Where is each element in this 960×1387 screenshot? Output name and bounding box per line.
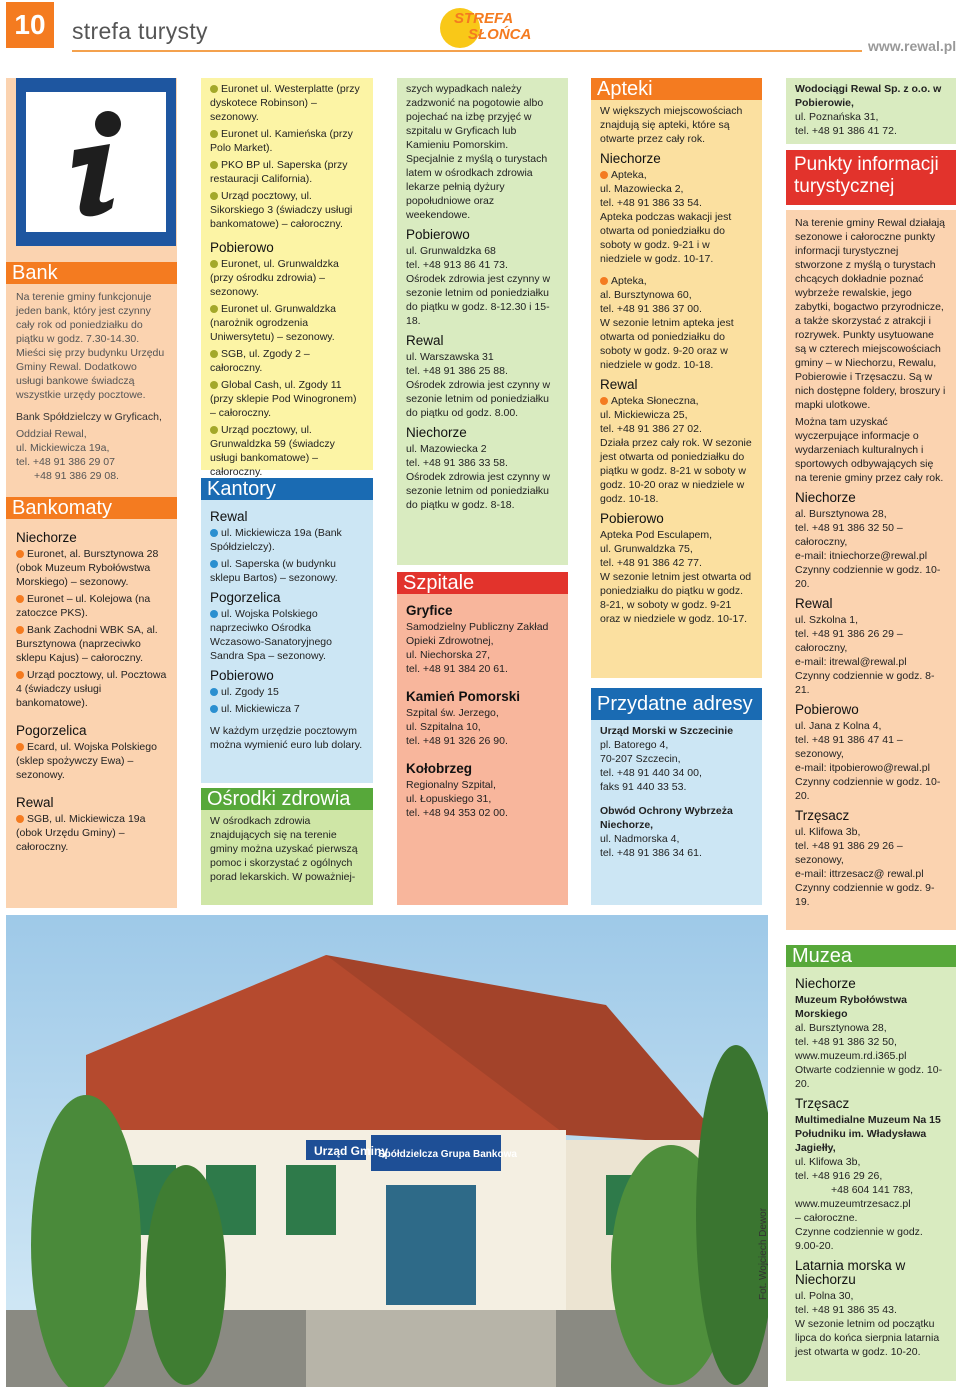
- list-item: Bank Zachodni WBK SA, al. Bursztynowa (naprzeciwko sklepu Kajus) – całoroczny.: [16, 624, 158, 664]
- bullet-icon: [16, 595, 24, 603]
- kantory-pogorzelica-heading: Pogorzelica: [210, 590, 281, 605]
- pi-intro-2: Można tam uzyskać wyczerpujące informacje o wydarzeniach kulturalnych i sportowych odbywających się na terenie gminy przez cały rok.: [795, 416, 944, 484]
- bullet-icon: [16, 550, 24, 558]
- list-item: Euronet ul. Grunwaldzka (narożnik ogrodzenia Uniwersytetu) – sezonowy.: [210, 303, 336, 343]
- header-divider: [72, 50, 862, 52]
- sign-urzad-gminy: Urząd Gminy: [314, 1144, 389, 1158]
- line: al. Bursztynowa 28,: [795, 1022, 887, 1034]
- building-illustration: [6, 915, 768, 1387]
- line[interactable]: www.muzeum.rd.i365.pl: [795, 1050, 907, 1062]
- line[interactable]: e-mail: itrewal@rewal.pl: [795, 656, 907, 668]
- bullet-icon: [210, 688, 218, 696]
- column-bankomaty-cont: [201, 78, 373, 478]
- bullet-icon: [210, 705, 218, 713]
- bank-intro: Na terenie gminy funkcjonuje jeden bank, który jest czynny cały rok od poniedziałku do piątku w godz. 7.30-14.30. Mieści się przy budynku Urzędu Gminy Rewal. Dodatkowo usługi bankowe świadczą wszystkie urzędy pocztowe.: [16, 291, 165, 401]
- line: ul. Mazowiecka 2,: [600, 183, 684, 195]
- line: Ośrodek zdrowia jest czynny w sezonie letnim od poniedziałku do piątku w godz. 8-12.30 i 15-18.: [406, 273, 551, 327]
- line: al. Bursztynowa 60,: [600, 289, 692, 301]
- line: tel. +48 91 386 42 77.: [600, 557, 702, 569]
- list-item: ul. Zgody 15: [210, 685, 364, 699]
- line: tel. +48 91 386 33 58.: [406, 457, 508, 469]
- line: tel. +48 91 386 33 54.: [600, 197, 702, 209]
- line: tel. +48 91 440 34 00,: [600, 767, 702, 779]
- m2-name: Multimedialne Muzeum Na 15 Południku im. Władysława Jagiełły,: [795, 1114, 941, 1154]
- bank-name: Bank Spółdzielczy w Gryficach,: [16, 411, 162, 423]
- line: tel. +48 91 384 20 61.: [406, 663, 508, 675]
- pobierowo-heading: Pobierowo: [210, 240, 274, 255]
- pogorzelica-heading: Pogorzelica: [16, 723, 87, 738]
- m1-heading: Niechorze: [795, 976, 856, 991]
- bullet-icon: [210, 130, 218, 138]
- line: tel. +48 91 386 27 02.: [600, 423, 702, 435]
- column-apteki: [591, 78, 762, 678]
- apteki-intro: W większych miejscowościach znajdują się apteki, które są otwarte przez cały rok.: [600, 105, 743, 145]
- pi-heading: Trzęsacz: [795, 808, 850, 823]
- list-item: SGB, ul. Zgody 2 – całoroczny.: [210, 348, 310, 374]
- line: tel. +48 91 386 47 41 – sezonowy,: [795, 734, 903, 760]
- line: tel. +48 913 86 41 73.: [406, 259, 508, 271]
- line: tel. +48 91 386 26 29 – całoroczny,: [795, 628, 903, 654]
- site-url[interactable]: www.rewal.pl: [868, 38, 957, 54]
- bullet-icon: [210, 381, 218, 389]
- section-title: strefa turysty: [72, 18, 208, 44]
- line: tel. +48 91 386 32 50 – całoroczny,: [795, 522, 903, 548]
- apteki-niechorze-heading: Niechorze: [600, 151, 661, 166]
- kantory-title: Kantory: [201, 478, 373, 500]
- list-item: ul. Wojska Polskiego naprzeciwko Ośrodka Wczasowo-Sanatoryjnego Sandra Spa – sezonowy.: [210, 608, 332, 662]
- line: +48 604 141 783,: [831, 1184, 914, 1196]
- list-item: ul. Mickiewicza 7: [210, 702, 364, 716]
- column-szpitale: [397, 572, 568, 905]
- page-number: 10: [6, 2, 54, 48]
- apteki-title: Apteki: [591, 78, 762, 100]
- bullet-icon: [210, 529, 218, 537]
- m3-heading: Latarnia morska w Niechorzu: [795, 1258, 906, 1287]
- line: Czynny codziennie w godz. 10-20.: [795, 564, 941, 590]
- bullet-icon: [16, 626, 24, 634]
- obwod-name: Obwód Ochrony Wybrzeża Niechorze,: [600, 805, 733, 831]
- line: ul. Warszawska 31: [406, 351, 494, 363]
- list-item: Global Cash, ul. Zgody 11 (przy sklepie Pod Winogronem) – całoroczny.: [210, 379, 357, 419]
- line: tel. +48 91 386 25 88.: [406, 365, 508, 377]
- bullet-icon: [210, 426, 218, 434]
- line: tel. +48 91 326 26 90.: [406, 735, 508, 747]
- list-item: Apteka,: [600, 274, 753, 288]
- bank-branch: Oddział Rewal,: [16, 428, 87, 440]
- line: tel. +48 91 386 35 43.: [795, 1304, 897, 1316]
- gryfice-heading: Gryfice: [406, 603, 453, 618]
- kantory-note: W każdym urzędzie pocztowym można wymienić euro lub dolary.: [210, 725, 363, 751]
- bank-title: Bank: [6, 262, 177, 284]
- szpitale-title: Szpitale: [397, 572, 568, 594]
- line: ul. Jana z Kolna 4,: [795, 720, 882, 732]
- line: Apteka podczas wakacji jest otwarta od poniedziałku do soboty w godz. 9-21 i w niedziele w godz. 10-17.: [600, 211, 732, 265]
- oz-rewal-heading: Rewal: [406, 333, 444, 348]
- bullet-icon: [16, 743, 24, 751]
- line: ul. Polna 30,: [795, 1290, 854, 1302]
- photo-credit: Fot. Wojciech Dewor: [758, 1207, 769, 1300]
- list-item: Euronet ul. Kamieńska (przy Polo Market).: [210, 128, 353, 154]
- kantory-rewal-heading: Rewal: [210, 509, 248, 524]
- kamien-heading: Kamień Pomorski: [406, 689, 521, 704]
- pi-heading: Pobierowo: [795, 702, 859, 717]
- list-item: PKO BP ul. Saperska (przy restauracji California).: [210, 159, 348, 185]
- line: tel. +48 91 386 41 72.: [795, 125, 897, 137]
- bullet-icon: [210, 161, 218, 169]
- logo-text-1: STREFA: [454, 10, 514, 27]
- line: tel. +48 916 29 26,: [795, 1170, 883, 1182]
- line: Szpital św. Jerzego,: [406, 707, 499, 719]
- line: Działa przez cały rok. W sezonie jest otwarta od poniedziałku do piątku w godz. 8-21 w soboty w godz. 10-20 oraz w niedziele w godz. 10-18.: [600, 437, 752, 505]
- line: ul. Mickiewicza 25,: [600, 409, 688, 421]
- line: ul. Poznańska 31,: [795, 111, 879, 123]
- column-przydatne: [591, 688, 762, 905]
- line: Czynny codziennie w godz. 10-20.: [795, 776, 941, 802]
- list-item: Ecard, ul. Wojska Polskiego (sklep spożywczy Ewa) – sezonowy.: [16, 741, 157, 781]
- column-muzea: [786, 945, 956, 1381]
- column-punkty-info: [786, 210, 956, 930]
- line: ul. Grunwaldzka 75,: [600, 543, 693, 555]
- line: ul. Łopuskiego 31,: [406, 793, 492, 805]
- osrodki-text: W ośrodkach zdrowia znajdujących się na terenie gminy można uzyskać pierwszą pomoc i skorzystać z ogólnych porad lekarskich. W poważniej-: [210, 815, 358, 883]
- apteki-pobierowo-heading: Pobierowo: [600, 511, 664, 526]
- line[interactable]: e-mail: ittrzesacz@ rewal.pl: [795, 868, 924, 880]
- line: Regionalny Szpital,: [406, 779, 496, 791]
- apteki-rewal-heading: Rewal: [600, 377, 638, 392]
- bullet-icon: [16, 671, 24, 679]
- bullet-icon: [210, 192, 218, 200]
- line: Apteka Pod Esculapem,: [600, 529, 713, 541]
- line: W sezonie letnim od początku lipca do końca sierpnia latarnia jest otwarta w godz. 10-20.: [795, 1318, 940, 1358]
- bullet-icon: [210, 350, 218, 358]
- list-item: Euronet, al. Bursztynowa 28 (obok Muzeum Rybołówstwa Morskiego) – sezonowy.: [16, 548, 159, 588]
- line: Ośrodek zdrowia jest czynny w sezonie letnim od poniedziałku do piątku w godz. 8-18.: [406, 471, 551, 511]
- line: pl. Batorego 4,: [600, 739, 669, 751]
- muzea-title: Muzea: [786, 945, 956, 967]
- line: al. Bursztynowa 28,: [795, 508, 887, 520]
- bullet-icon: [16, 815, 24, 823]
- line: Czynne codziennie w godz. 9.00-20.: [795, 1226, 923, 1252]
- niechorze-heading: Niechorze: [16, 530, 77, 545]
- bullet-icon: [210, 85, 218, 93]
- kantory-pobierowo-heading: Pobierowo: [210, 668, 274, 683]
- line: 70-207 Szczecin,: [600, 753, 681, 765]
- bullet-icon: [600, 171, 608, 179]
- list-item: Apteka,: [600, 168, 753, 182]
- bank-address: ul. Mickiewicza 19a,: [16, 442, 110, 454]
- list-item: Urząd pocztowy, ul. Grunwaldzka 59 (świadczy usługi bankomatowe) – całoroczny.: [210, 424, 335, 478]
- list-item: ul. Mickiewicza 19a (Bank Spółdzielczy).: [210, 527, 342, 553]
- wodociagi-name: Wodociągi Rewal Sp. z o.o. w Pobierowie,: [795, 83, 942, 109]
- line[interactable]: e-mail: itniechorze@rewal.pl: [795, 550, 928, 562]
- photo-urzad-gminy: [6, 915, 768, 1387]
- column-wodociagi: [786, 78, 956, 144]
- line: ul. Szkolna 1,: [795, 614, 859, 626]
- list-item: Euronet ul. Westerplatte (przy dyskotece Robinson) – sezonowy.: [210, 83, 360, 123]
- line: ul. Szpitalna 10,: [406, 721, 481, 733]
- list-item: SGB, ul. Mickiewicza 19a (obok Urzędu Gminy) – całoroczny.: [16, 813, 146, 853]
- line: Czynny codziennie w godz. 9-19.: [795, 882, 935, 908]
- column-osrodki: [201, 788, 373, 905]
- bullet-icon: [210, 260, 218, 268]
- info-icon: [16, 78, 176, 246]
- bank-tel-1: tel. +48 91 386 29 07: [16, 456, 115, 468]
- line: – całoroczne.: [795, 1212, 858, 1224]
- kolobrzeg-heading: Kołobrzeg: [406, 761, 472, 776]
- bank-tel-2: +48 91 386 29 08.: [34, 470, 119, 482]
- line: ul. Mazowiecka 2: [406, 443, 487, 455]
- bullet-icon: [600, 277, 608, 285]
- list-item: Apteka Słoneczna,: [600, 394, 753, 408]
- line: Ośrodek zdrowia jest czynny w sezonie letnim od poniedziałku do piątku od godz. 8.00.: [406, 379, 551, 419]
- bullet-icon: [210, 305, 218, 313]
- osrodki-cont: szych wypadkach należy zadzwonić na pogotowie albo pojechać na izbę przyjęć w szpitalu w Gryficach lub Kamieniu Pomorskim. Specjalnie z myślą o turystach latem w ośrodkach zdrowia lekarze pełnią dyżury popołudniowe oraz weekendowe.: [406, 83, 548, 221]
- line: faks 91 440 33 53.: [600, 781, 687, 793]
- bullet-icon: [210, 610, 218, 618]
- pi-intro: Na terenie gminy Rewal działają sezonowe i całoroczne punkty informacji turystycznej stworzone z myślą o turystach chcących dokładnie poznać wybrzeże rewalskie, jego zabytki, bogactwo przyrodnicze, a także skorzystać z atrakcji i rozrywek. Punkty usytuowane są w czterech miejscowościach gminy – w Niechorzu, Rewalu, Pobierowie i Trzęsaczu. Są w nich dostępne foldery, broszury i mapki ulotkowe.: [795, 217, 946, 411]
- line: tel. +48 91 386 29 26 – sezonowy,: [795, 840, 903, 866]
- line: Czynny codziennie w godz. 8-21.: [795, 670, 935, 696]
- strefa-slonca-logo: [440, 6, 532, 50]
- rewal-heading: Rewal: [16, 795, 54, 810]
- urzad-morski-name: Urząd Morski w Szczecinie: [600, 725, 734, 737]
- line: W sezonie letnim apteka jest otwarta od poniedziałku do soboty w godz. 9-20 oraz w niedziele w godz. 10-18.: [600, 317, 734, 371]
- osrodki-title: Ośrodki zdrowia: [201, 788, 373, 810]
- logo-text-2: SŁOŃCA: [468, 26, 532, 43]
- column-osrodki-cont: [397, 78, 568, 565]
- bankomaty-title: Bankomaty: [6, 497, 177, 519]
- list-item: Urząd pocztowy, ul. Pocztowa 4 (świadczy usługi bankomatowe).: [16, 669, 167, 709]
- line: ul. Nadmorska 4,: [600, 833, 680, 845]
- m2-heading: Trzęsacz: [795, 1096, 850, 1111]
- line: Otwarte codziennie w godz. 10-20.: [795, 1064, 943, 1090]
- line: tel. +48 94 353 02 00.: [406, 807, 508, 819]
- line: ul. Klifowa 3b,: [795, 1156, 861, 1168]
- line: ul. Niechorska 27,: [406, 649, 491, 661]
- list-item: Euronet, ul. Grunwaldzka (przy ośrodku zdrowia) – sezonowy.: [210, 258, 339, 298]
- bullet-icon: [600, 397, 608, 405]
- column-bank: [6, 78, 177, 908]
- column-kantory: [201, 478, 373, 783]
- line: Samodzielny Publiczny Zakład Opieki Zdrowotnej,: [406, 621, 549, 647]
- przydatne-title: Przydatne adresy: [591, 688, 762, 720]
- bullet-icon: [210, 560, 218, 568]
- line: W sezonie letnim jest otwarta od poniedziałku do piątku w godz. 8-21, w soboty w godz. 9-21 oraz w niedziele w godz. 10-17.: [600, 571, 752, 625]
- list-item: Urząd pocztowy, ul. Sikorskiego 3 (świadczy usługi bankomatowe) – całoroczny.: [210, 190, 353, 230]
- sign-bank: Spółdzielcza Grupa Bankowa: [378, 1149, 517, 1160]
- oz-pobierowo-heading: Pobierowo: [406, 227, 470, 242]
- line: ul. Grunwaldzka 68: [406, 245, 496, 257]
- pi-title: Punkty informacji turystycznej: [786, 150, 956, 205]
- line: ul. Klifowa 3b,: [795, 826, 861, 838]
- line: tel. +48 91 386 32 50,: [795, 1036, 897, 1048]
- pi-heading: Rewal: [795, 596, 833, 611]
- oz-niechorze-heading: Niechorze: [406, 425, 467, 440]
- list-item: Euronet – ul. Kolejowa (na zatoczce PKS).: [16, 593, 151, 619]
- m1-name: Muzeum Rybołówstwa Morskiego: [795, 994, 908, 1020]
- line[interactable]: e-mail: itpobierowo@rewal.pl: [795, 762, 930, 774]
- line[interactable]: www.muzeumtrzesacz.pl: [795, 1198, 911, 1210]
- list-item: ul. Saperska (w budynku sklepu Bartos) – sezonowy.: [210, 558, 338, 584]
- line: tel. +48 91 386 37 00.: [600, 303, 702, 315]
- line: tel. +48 91 386 34 61.: [600, 847, 702, 859]
- pi-heading: Niechorze: [795, 490, 856, 505]
